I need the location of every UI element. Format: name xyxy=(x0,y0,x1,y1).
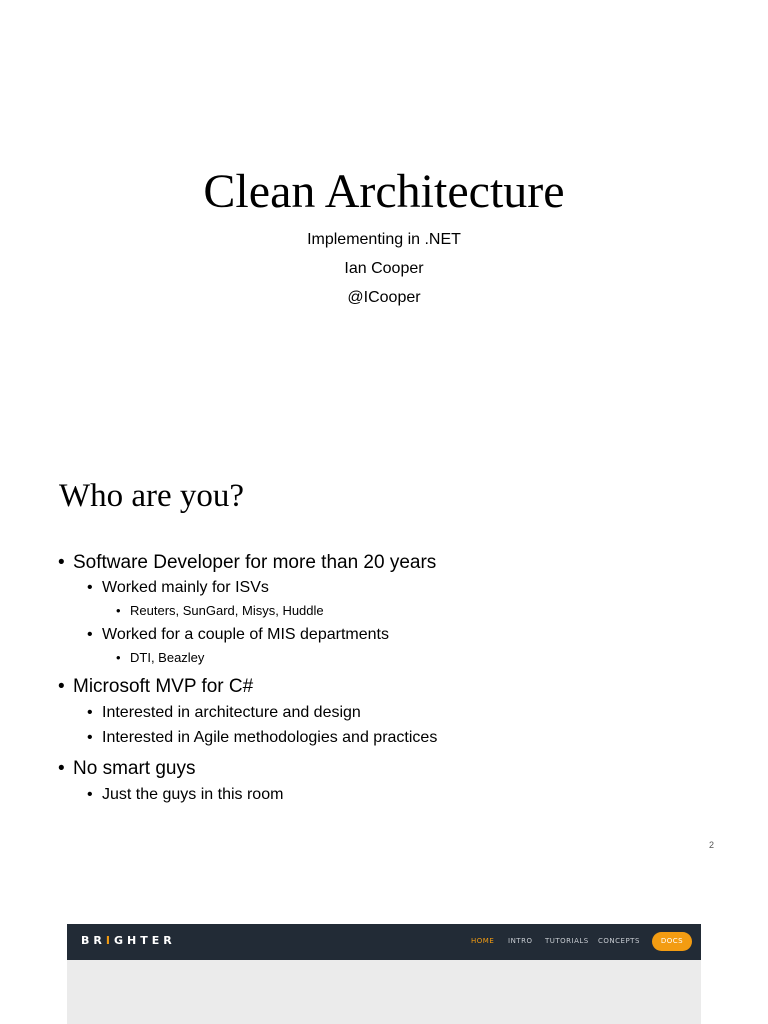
bullet-text: No smart guys xyxy=(73,758,196,779)
author-handle: @ICooper xyxy=(347,289,421,306)
bullet-item xyxy=(87,785,284,805)
bullet-text: Reuters, SunGard, Misys, Huddle xyxy=(130,603,324,618)
slide-title: Who are you? xyxy=(59,478,245,514)
bullet-text: Interested in Agile methodologies and practices xyxy=(102,729,438,746)
subtitle-line: Implementing in .NET xyxy=(307,231,461,248)
bullet-icon: • xyxy=(116,650,121,665)
bullet-text: DTI, Beazley xyxy=(130,650,205,665)
bullet-text: Software Developer for more than 20 years xyxy=(73,552,437,573)
bullet-item xyxy=(87,578,269,598)
website-screenshot xyxy=(67,924,701,1024)
bullet-item xyxy=(87,728,438,748)
bullet-icon: • xyxy=(87,729,93,746)
bullet-text: Worked for a couple of MIS departments xyxy=(102,626,389,643)
bullet-text: Just the guys in this room xyxy=(102,786,284,803)
bullet-icon: • xyxy=(58,758,65,779)
bullet-icon: • xyxy=(87,786,93,803)
nav-intro[interactable]: INTRO xyxy=(508,937,533,945)
navbar xyxy=(67,924,701,960)
nav-tutorials[interactable]: TUTORIALS xyxy=(545,937,589,945)
bullet-icon: • xyxy=(58,552,65,573)
bullet-item xyxy=(116,650,205,666)
bullet-item xyxy=(58,551,437,575)
nav-concepts[interactable]: CONCEPTS xyxy=(598,937,640,945)
bullet-text: Microsoft MVP for C# xyxy=(73,676,254,697)
bullet-icon: • xyxy=(87,704,93,721)
brand-logo[interactable]: BRIGHTER xyxy=(81,934,176,947)
slide-title: Clean Architecture xyxy=(203,165,565,218)
bullet-item xyxy=(116,603,324,619)
bullet-text: Interested in architecture and design xyxy=(102,704,361,721)
nav-docs-button[interactable]: DOCS xyxy=(652,932,692,951)
bullet-icon: • xyxy=(58,676,65,697)
bullet-item xyxy=(58,757,196,781)
bullet-item xyxy=(87,703,361,723)
author-name: Ian Cooper xyxy=(344,260,424,277)
bullet-item xyxy=(87,625,389,645)
title-slide xyxy=(0,0,768,440)
bullet-icon: • xyxy=(87,626,93,643)
nav-home[interactable]: HOME xyxy=(471,937,495,945)
bullet-icon: • xyxy=(87,579,93,596)
page-number: 2 xyxy=(708,840,714,850)
bullet-icon: • xyxy=(116,603,121,618)
page-content xyxy=(67,960,701,1024)
bullet-item xyxy=(58,675,254,699)
bullet-text: Worked mainly for ISVs xyxy=(102,579,269,596)
who-are-you-slide xyxy=(0,440,768,860)
